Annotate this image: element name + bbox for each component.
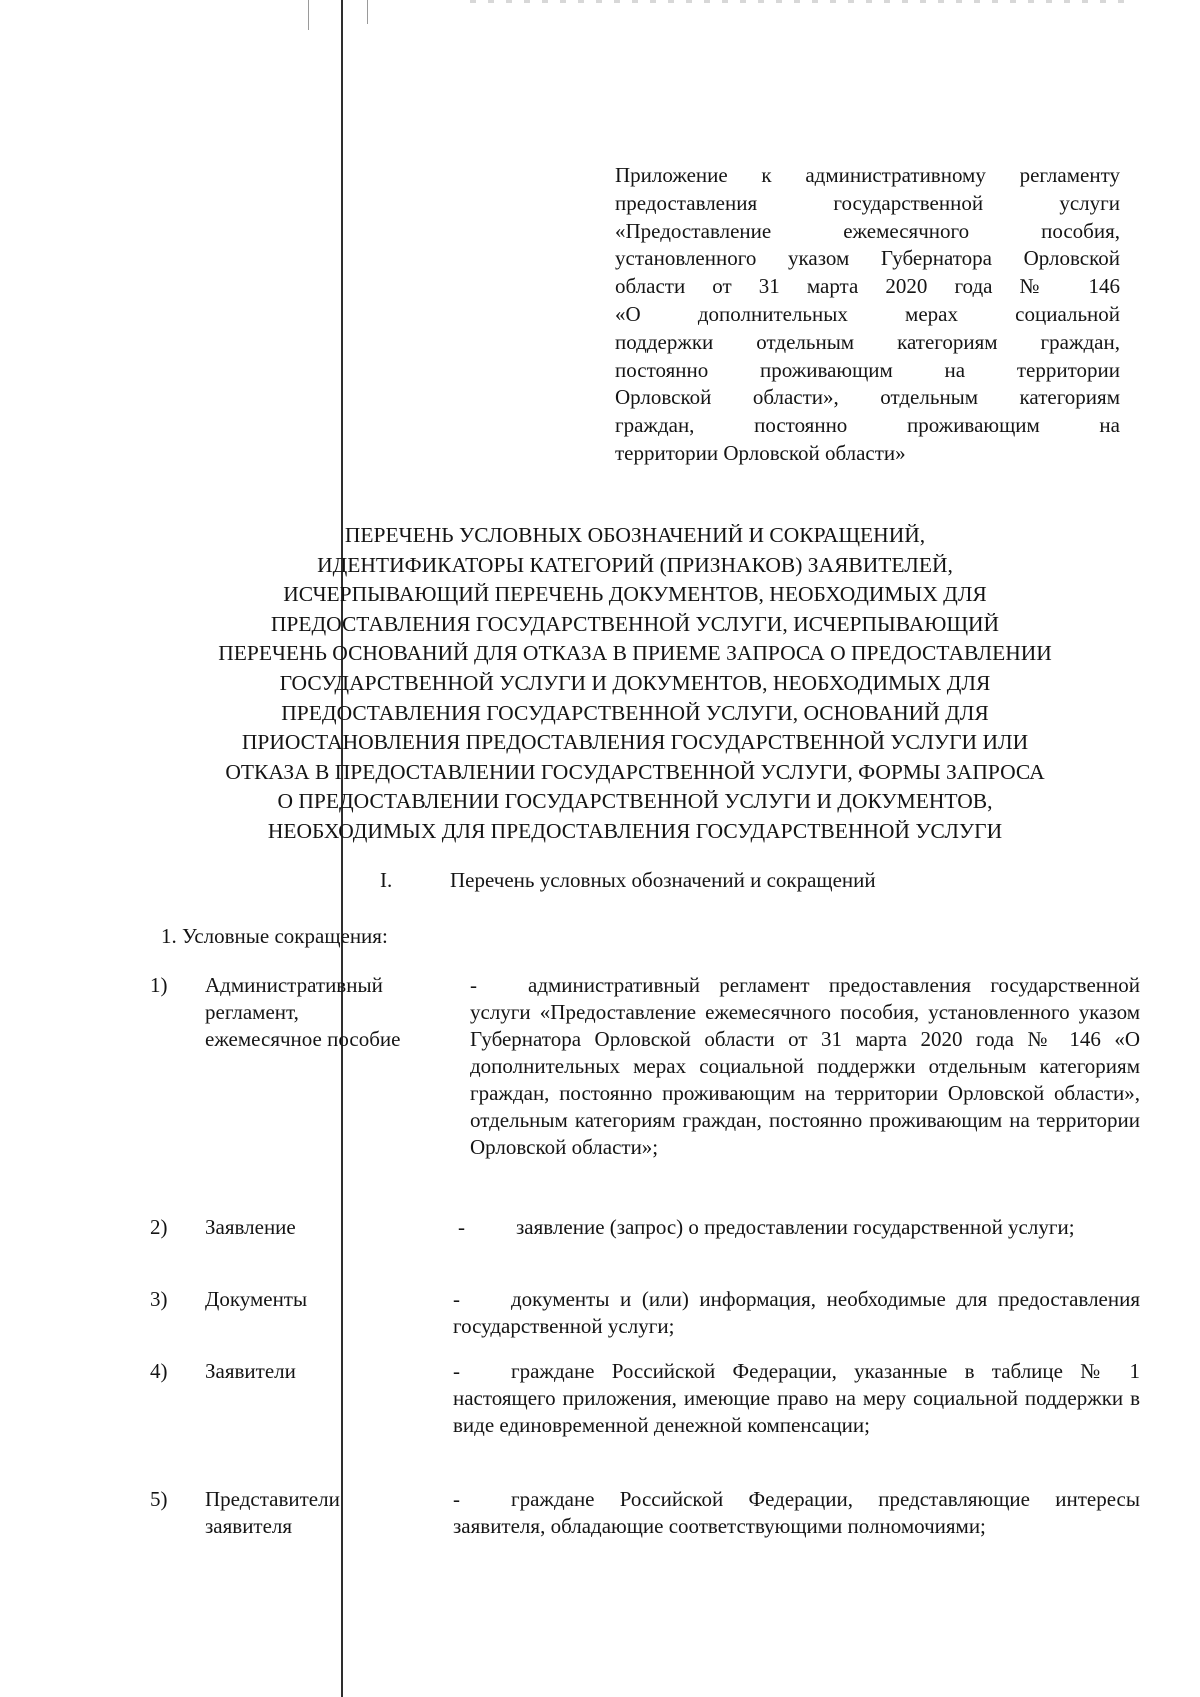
appendix-line: граждан, постоянно проживающим на: [615, 413, 1120, 438]
definition-term: [205, 1286, 435, 1313]
term-line: Административный: [205, 973, 383, 997]
title-line: О ПРЕДОСТАВЛЕНИИ ГОСУДАРСТВЕННОЙ УСЛУГИ И ДОКУМЕНТОВ,: [277, 789, 993, 814]
title-line: ПРИОСТАНОВЛЕНИЯ ПРЕДОСТАВЛЕНИЯ ГОСУДАРСТВЕННОЙ УСЛУГИ ИЛИ: [241, 730, 1029, 755]
appendix-line: предоставления государственной услуги: [615, 190, 1120, 215]
term-line: Документы: [205, 1287, 308, 1311]
title-line: НЕОБХОДИМЫХ ДЛЯ ПРЕДОСТАВЛЕНИЯ ГОСУДАРСТВЕННОЙ УСЛУГИ: [267, 818, 1003, 843]
title-line: ПРЕДОСТАВЛЕНИЯ ГОСУДАРСТВЕННОЙ УСЛУГИ, ОСНОВАНИЙ ДЛЯ: [281, 700, 989, 725]
definition-number: 4): [150, 1359, 168, 1383]
appendix-line: постоянно проживающим на территории: [615, 357, 1120, 382]
definition-term: [205, 1486, 435, 1540]
definition-number: 1): [150, 973, 168, 997]
definition-number: 2): [150, 1215, 168, 1239]
appendix-line: «О дополнительных мерах социальной: [615, 301, 1120, 326]
document-title: [150, 521, 1120, 847]
title-line: ИСЧЕРПЫВАЮЩИЙ ПЕРЕЧЕНЬ ДОКУМЕНТОВ, НЕОБХОДИМЫХ ДЛЯ: [283, 582, 987, 607]
term-line: заявителя: [205, 1514, 293, 1538]
appendix-line: поддержки отдельным категориям граждан,: [615, 329, 1120, 354]
scan-artifact-line: [367, 0, 368, 24]
title-line: ПЕРЕЧЕНЬ ОСНОВАНИЙ ДЛЯ ОТКАЗА В ПРИЕМЕ ЗАПРОСА О ПРЕДОСТАВЛЕНИИ: [218, 641, 1052, 666]
definition-dash: -: [458, 1215, 465, 1239]
title-line: ПРЕДОСТАВЛЕНИЯ ГОСУДАРСТВЕННОЙ УСЛУГИ, ИСЧЕРПЫВАЮЩИЙ: [270, 611, 1000, 636]
appendix-line: установленного указом Губернатора Орловской: [615, 246, 1120, 271]
appendix-line: «Предоставление ежемесячного пособия,: [615, 218, 1120, 243]
scan-artifact-line: [308, 0, 309, 30]
definition-description: заявление (запрос) о предоставлении государственной услуги;: [516, 1215, 1075, 1239]
definition-term: [205, 1214, 435, 1241]
term-line: Заявители: [205, 1359, 296, 1383]
scan-artifact-dots: [470, 0, 1130, 3]
term-line: Представители: [205, 1487, 340, 1511]
definition-description: административный регламент предоставления государственной услуги «Предоставление ежемесячного пособия, установленного указом Губернатора Орловской области от 31 марта 2020 года № 146 «О дополнительных мерах социальной поддержки отдельным категориям граждан, постоянно проживающим на территории Орловской области», отдельным категориям граждан, постоянно проживающим на территории Орловской области»;: [470, 973, 1140, 1159]
title-line: ГОСУДАРСТВЕННОЙ УСЛУГИ И ДОКУМЕНТОВ, НЕОБХОДИМЫХ ДЛЯ: [279, 670, 991, 695]
definition-dash: -: [453, 1287, 460, 1311]
definition-term: [205, 972, 435, 1053]
definition-description: граждане Российской Федерации, указанные в таблице № 1 настоящего приложения, имеющие право на меру социальной поддержки в виде единовременной денежной компенсации;: [453, 1359, 1140, 1437]
appendix-header: [615, 162, 1120, 468]
appendix-line: Орловской области», отдельным категориям: [615, 385, 1120, 410]
definition-number: 3): [150, 1287, 168, 1311]
definition-dash: -: [453, 1487, 460, 1511]
definition-number: 5): [150, 1487, 168, 1511]
appendix-line: территории Орловской области»: [615, 440, 906, 465]
definition-description: документы и (или) информация, необходимые для предоставления государственной услуги;: [453, 1287, 1140, 1338]
title-line: ПЕРЕЧЕНЬ УСЛОВНЫХ ОБОЗНАЧЕНИЙ И СОКРАЩЕНИЙ,: [344, 523, 926, 547]
scan-artifact-line: [341, 0, 343, 1697]
title-line: ОТКАЗА В ПРЕДОСТАВЛЕНИИ ГОСУДАРСТВЕННОЙ УСЛУГИ, ФОРМЫ ЗАПРОСА: [225, 759, 1045, 784]
definition-description: граждане Российской Федерации, представляющие интересы заявителя, обладающие соответствующими полномочиями;: [453, 1487, 1140, 1538]
appendix-line: Приложение к административному регламенту: [615, 163, 1120, 187]
section-number: I.: [380, 868, 393, 892]
definition-dash: -: [453, 1359, 460, 1383]
title-line: ИДЕНТИФИКАТОРЫ КАТЕГОРИЙ (ПРИЗНАКОВ) ЗАЯВИТЕЛЕЙ,: [317, 552, 953, 577]
term-line: Заявление: [205, 1215, 296, 1239]
section-title: Перечень условных обозначений и сокращений: [450, 868, 876, 892]
subheading: 1. Условные сокращения:: [161, 924, 388, 948]
definition-term: [205, 1358, 435, 1385]
definition-dash: -: [470, 973, 477, 997]
term-line: ежемесячное пособие: [205, 1027, 401, 1051]
appendix-line: области от 31 марта 2020 года № 146: [615, 274, 1120, 299]
term-line: регламент,: [205, 1000, 299, 1024]
